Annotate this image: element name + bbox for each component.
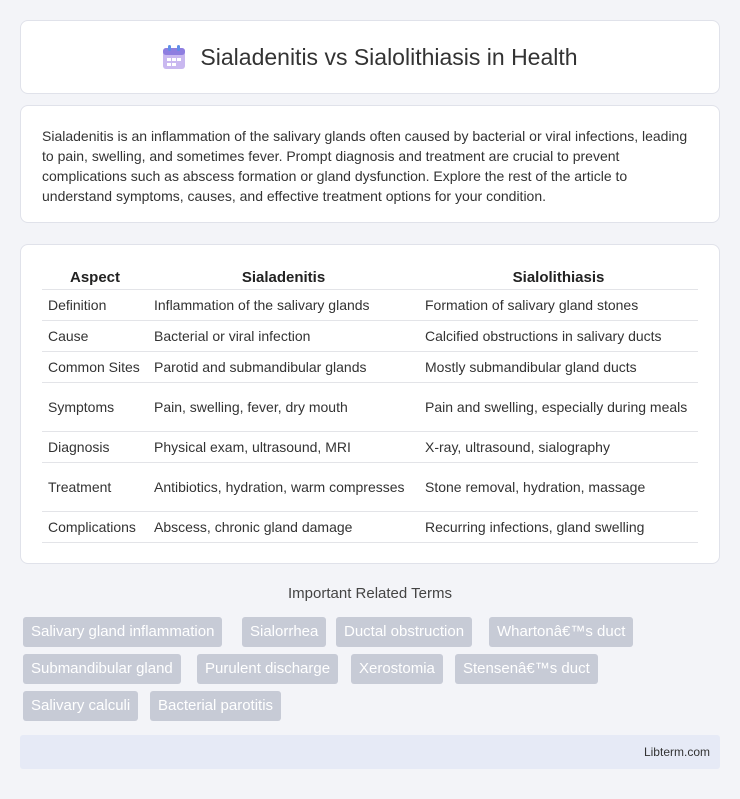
comparison-table xyxy=(42,265,698,543)
table-cell: Bacterial or viral infection xyxy=(148,321,419,352)
table-cell: Definition xyxy=(42,290,148,321)
table-row xyxy=(42,463,698,512)
table-cell: Treatment xyxy=(42,463,148,512)
table-row xyxy=(42,432,698,463)
tag-ductal-obstruction[interactable]: Ductal obstruction xyxy=(336,617,472,647)
tag-sialorrhea[interactable]: Sialorrhea xyxy=(242,617,326,647)
table-cell: Abscess, chronic gland damage xyxy=(148,512,419,543)
table-cell: Formation of salivary gland stones xyxy=(419,290,698,321)
table-cell: Symptoms xyxy=(42,383,148,432)
footer-site-link[interactable]: Libterm.com xyxy=(643,745,710,759)
table-cell: Antibiotics, hydration, warm compresses xyxy=(148,463,419,512)
table-header-aspect: Aspect xyxy=(42,265,148,290)
table-row xyxy=(42,290,698,321)
table-cell: Common Sites xyxy=(42,352,148,383)
table-cell: Recurring infections, gland swelling xyxy=(419,512,698,543)
tag-bacterial-parotitis[interactable]: Bacterial parotitis xyxy=(150,691,281,721)
calendar-icon xyxy=(162,44,186,70)
tag-submandibular-gland[interactable]: Submandibular gland xyxy=(23,654,181,684)
table-row xyxy=(42,383,698,432)
tag-whartons-duct[interactable]: Whartonâ€™s duct xyxy=(489,617,633,647)
table-cell: Complications xyxy=(42,512,148,543)
tag-stensens-duct[interactable]: Stensenâ€™s duct xyxy=(455,654,598,684)
tag-salivary-gland-inflammation[interactable]: Salivary gland inflammation xyxy=(23,617,222,647)
related-terms-title: Important Related Terms xyxy=(288,585,452,602)
table-cell: Calcified obstructions in salivary ducts xyxy=(419,321,698,352)
tag-salivary-calculi[interactable]: Salivary calculi xyxy=(23,691,138,721)
table-cell: Diagnosis xyxy=(42,432,148,463)
intro-text: Sialadenitis is an inflammation of the salivary glands often caused by bacterial or viral infections, leading to pain, swelling, and sometimes fever. Prompt diagnosis and treatment are crucial to prevent complications such as abscess formation or gland dysfunction. Explore the rest of the article to understand symptoms, causes, and effective treatment options for your condition. xyxy=(42,128,688,204)
table-row xyxy=(42,352,698,383)
page-title: Sialadenitis vs Sialolithiasis in Health xyxy=(200,43,578,70)
table-cell: X-ray, ultrasound, sialography xyxy=(419,432,698,463)
table-cell: Inflammation of the salivary glands xyxy=(148,290,419,321)
table-cell: Stone removal, hydration, massage xyxy=(419,463,698,512)
tag-xerostomia[interactable]: Xerostomia xyxy=(351,654,443,684)
table-cell: Cause xyxy=(42,321,148,352)
tag-purulent-discharge[interactable]: Purulent discharge xyxy=(197,654,338,684)
table-cell: Mostly submandibular gland ducts xyxy=(419,352,698,383)
table-header-sialadenitis: Sialadenitis xyxy=(148,265,419,290)
table-row xyxy=(42,321,698,352)
header-card xyxy=(20,20,720,94)
table-header-sialolithiasis: Sialolithiasis xyxy=(419,265,698,290)
table-row xyxy=(42,512,698,543)
intro-card xyxy=(20,105,720,223)
table-cell: Pain and swelling, especially during meals xyxy=(419,383,698,432)
table-cell: Pain, swelling, fever, dry mouth xyxy=(148,383,419,432)
table-cell: Parotid and submandibular glands xyxy=(148,352,419,383)
comparison-card xyxy=(20,244,720,564)
footer xyxy=(20,735,720,769)
table-cell: Physical exam, ultrasound, MRI xyxy=(148,432,419,463)
